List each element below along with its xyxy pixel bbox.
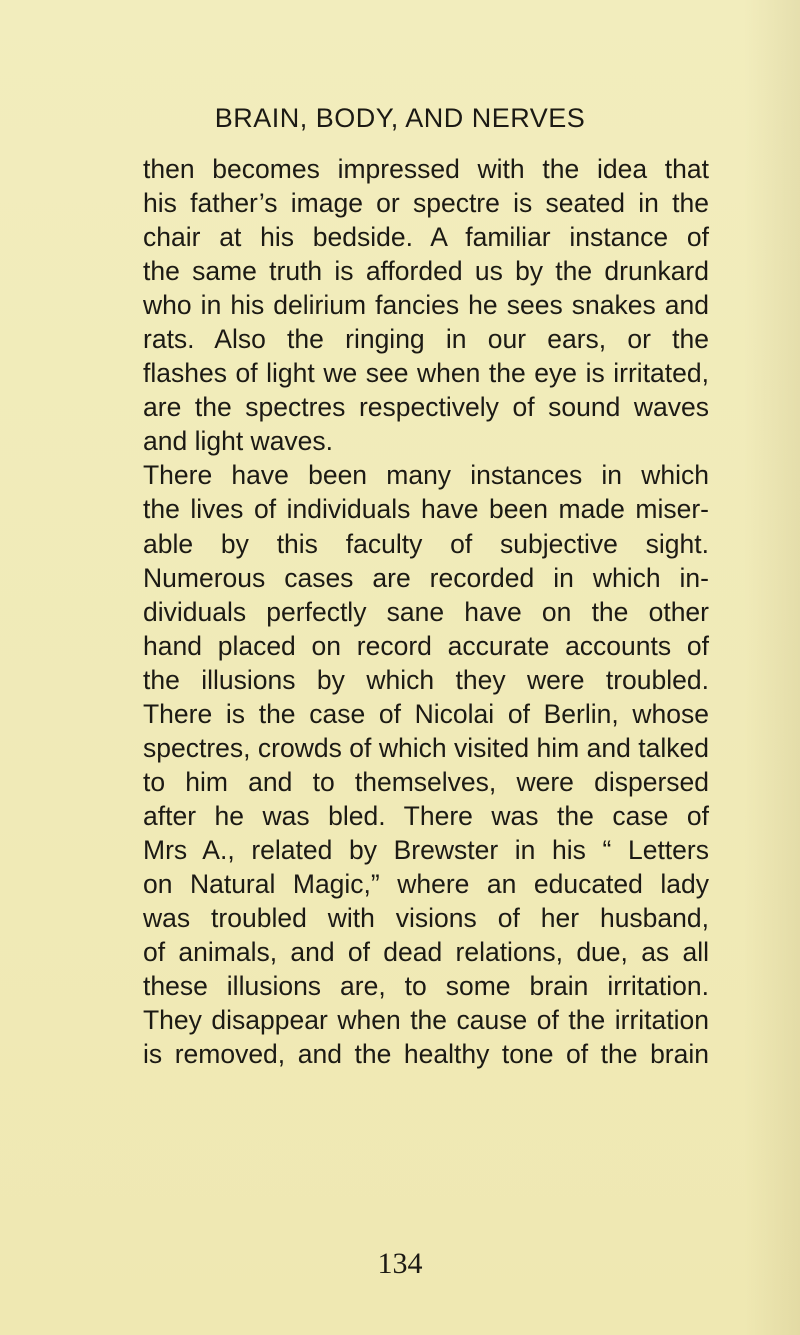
text-line: They disappear when the cause of the irritation bbox=[143, 1005, 709, 1036]
text-line: hand placed on record accurate accounts of bbox=[143, 630, 709, 661]
text-line: are the spectres respectively of sound waves bbox=[143, 392, 709, 423]
text-line: then becomes impressed with the idea that bbox=[143, 154, 709, 184]
text-line: the lives of individuals have been made miser- bbox=[143, 494, 709, 525]
page-number: 134 bbox=[377, 1247, 423, 1280]
text-line: spectres, crowds of which visited him and talked bbox=[143, 732, 709, 763]
text-line: and light waves. bbox=[143, 426, 334, 457]
text-line: the same truth is afforded us by the drunkard bbox=[143, 256, 709, 287]
text-line: There is the case of Nicolai of Berlin, whose bbox=[143, 698, 709, 729]
text-line: rats. Also the ringing in our ears, or the bbox=[143, 324, 709, 355]
text-line: was troubled with visions of her husband, bbox=[143, 903, 709, 934]
text-line: flashes of light we see when the eye is irritated, bbox=[143, 358, 709, 389]
text-line: his father’s image or spectre is seated in the bbox=[143, 188, 709, 219]
body-text bbox=[143, 152, 709, 1071]
text-line: is removed, and the healthy tone of the brain bbox=[143, 1039, 709, 1070]
text-line: these illusions are, to some brain irritation. bbox=[143, 971, 709, 1002]
text-line: dividuals perfectly sane have on the other bbox=[143, 596, 709, 627]
text-line: There have been many instances in which bbox=[143, 460, 709, 491]
running-head: BRAIN, BODY, AND NERVES bbox=[214, 103, 586, 133]
text-line: the illusions by which they were troubled. bbox=[143, 664, 709, 695]
text-line: who in his delirium fancies he sees snakes and bbox=[143, 290, 709, 321]
text-line: of animals, and of dead relations, due, as all bbox=[143, 937, 709, 968]
text-line: on Natural Magic,” where an educated lady bbox=[143, 868, 709, 899]
text-line: to him and to themselves, were dispersed bbox=[143, 766, 709, 797]
text-line: Numerous cases are recorded in which in- bbox=[143, 562, 709, 593]
text-line: chair at his bedside. A familiar instance of bbox=[143, 222, 709, 253]
text-line: after he was bled. There was the case of bbox=[143, 800, 709, 831]
text-line: able by this faculty of subjective sight. bbox=[143, 528, 709, 559]
text-line: Mrs A., related by Brewster in his “ Letters bbox=[143, 834, 709, 865]
